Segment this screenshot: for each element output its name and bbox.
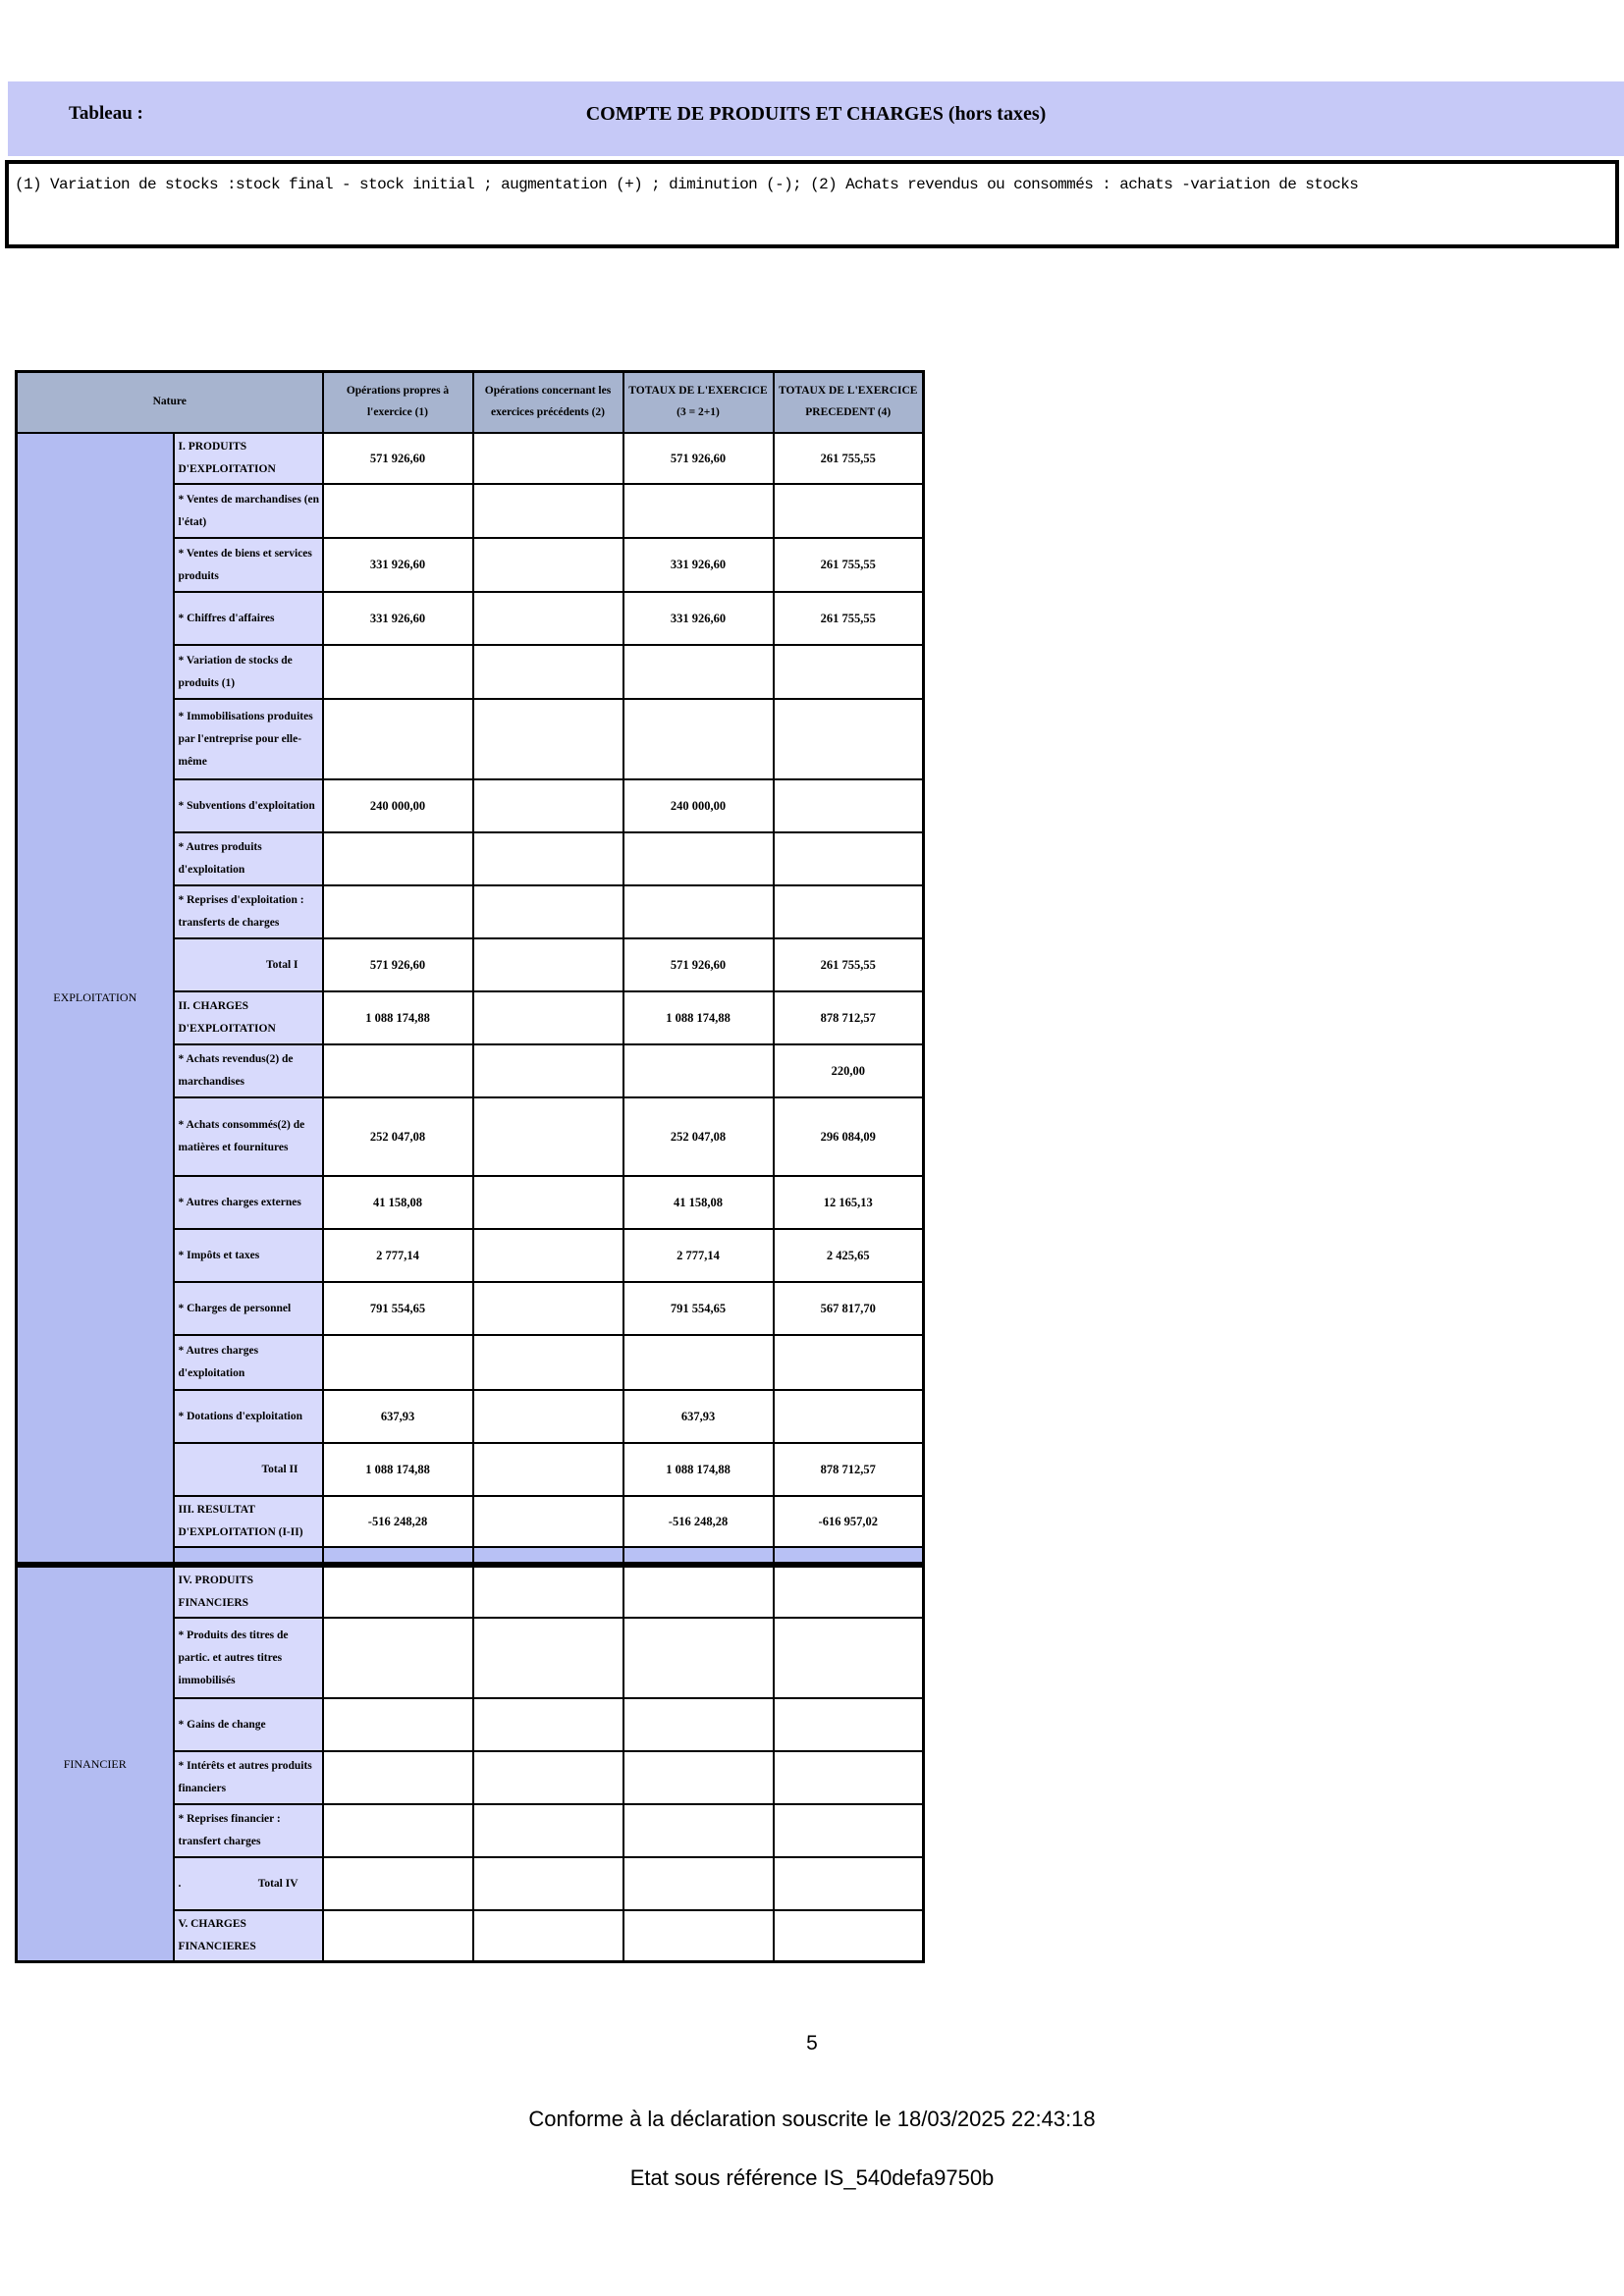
- cell-value: [473, 1176, 623, 1229]
- section-category: EXPLOITATION: [17, 433, 174, 1565]
- cell-value: 2 777,14: [623, 1229, 774, 1282]
- row-label: V. CHARGES FINANCIERES: [174, 1910, 323, 1962]
- table-container: [15, 370, 925, 1963]
- cell-value: [623, 484, 774, 538]
- cell-value: 1 088 174,88: [323, 1443, 473, 1496]
- row-label: I. PRODUITS D'EXPLOITATION: [174, 433, 323, 484]
- cell-value: [323, 1547, 473, 1565]
- cell-value: [323, 645, 473, 699]
- cell-value: [323, 1804, 473, 1857]
- cell-value: [473, 1618, 623, 1698]
- cell-value: [323, 1335, 473, 1390]
- table-row: [17, 433, 924, 484]
- cell-value: 331 926,60: [623, 592, 774, 645]
- cell-value: [473, 1443, 623, 1496]
- cell-value: 791 554,65: [623, 1282, 774, 1335]
- cell-value: [774, 1857, 924, 1910]
- cell-value: [473, 1910, 623, 1962]
- cell-value: [623, 1044, 774, 1097]
- cell-value: [473, 1565, 623, 1618]
- cell-value: [473, 1547, 623, 1565]
- cell-value: [323, 1857, 473, 1910]
- cell-value: 261 755,55: [774, 538, 924, 592]
- cell-value: [323, 1751, 473, 1804]
- cell-value: 240 000,00: [323, 779, 473, 832]
- cell-value: [623, 1547, 774, 1565]
- cell-value: 331 926,60: [323, 592, 473, 645]
- cell-value: [323, 1565, 473, 1618]
- cell-value: [323, 1044, 473, 1097]
- cell-value: 571 926,60: [623, 938, 774, 991]
- table-row: [17, 1565, 924, 1618]
- row-label: * Gains de change: [174, 1698, 323, 1751]
- cell-value: 571 926,60: [323, 938, 473, 991]
- cell-value: 878 712,57: [774, 991, 924, 1044]
- column-header: Opérations concernant les exercices précédents (2): [473, 372, 623, 434]
- row-label: * Autres charges d'exploitation: [174, 1335, 323, 1390]
- row-label: * Autres produits d'exploitation: [174, 832, 323, 885]
- cell-value: 220,00: [774, 1044, 924, 1097]
- cpc-table-body: [17, 372, 924, 1962]
- row-label: * Produits des titres de partic. et autres titres immobilisés: [174, 1618, 323, 1698]
- cell-value: [774, 832, 924, 885]
- cell-value: 878 712,57: [774, 1443, 924, 1496]
- row-label: [174, 1547, 323, 1565]
- column-header: Nature: [17, 372, 323, 434]
- cell-value: 571 926,60: [323, 433, 473, 484]
- row-label: * Charges de personnel: [174, 1282, 323, 1335]
- footnote-text: (1) Variation de stocks :stock final - stock initial ; augmentation (+) ; diminution (-); (2) Achats revendus ou consommés : achats -variation de stocks: [15, 176, 1359, 193]
- cell-value: [774, 1804, 924, 1857]
- column-header: TOTAUX DE L'EXERCICE PRECEDENT (4): [774, 372, 924, 434]
- row-label: * Variation de stocks de produits (1): [174, 645, 323, 699]
- cell-value: [623, 1804, 774, 1857]
- footnote-box: [5, 160, 1619, 248]
- cell-value: [473, 1698, 623, 1751]
- cell-value: [774, 779, 924, 832]
- cell-value: 2 425,65: [774, 1229, 924, 1282]
- cpc-table: [15, 370, 925, 1963]
- row-label-prefix: .: [178, 1877, 182, 1890]
- cell-value: 2 777,14: [323, 1229, 473, 1282]
- cell-value: [323, 1910, 473, 1962]
- cell-value: [774, 645, 924, 699]
- cell-value: [323, 1618, 473, 1698]
- cell-value: [473, 885, 623, 938]
- section-category: FINANCIER: [17, 1565, 174, 1962]
- cell-value: 571 926,60: [623, 433, 774, 484]
- row-label: II. CHARGES D'EXPLOITATION: [174, 991, 323, 1044]
- cell-value: 1 088 174,88: [623, 991, 774, 1044]
- row-label: * Intérêts et autres produits financiers: [174, 1751, 323, 1804]
- cell-value: -516 248,28: [323, 1496, 473, 1547]
- cell-value: 240 000,00: [623, 779, 774, 832]
- cell-value: 41 158,08: [323, 1176, 473, 1229]
- cell-value: [473, 1857, 623, 1910]
- cell-value: [473, 938, 623, 991]
- row-label: IV. PRODUITS FINANCIERS: [174, 1565, 323, 1618]
- cell-value: [623, 1751, 774, 1804]
- cell-value: [774, 1698, 924, 1751]
- cell-value: [473, 1751, 623, 1804]
- column-header: Opérations propres à l'exercice (1): [323, 372, 473, 434]
- row-label: * Subventions d'exploitation: [174, 779, 323, 832]
- cell-value: [473, 1282, 623, 1335]
- cell-value: 252 047,08: [623, 1097, 774, 1176]
- cell-value: [623, 1335, 774, 1390]
- cell-value: [623, 1698, 774, 1751]
- row-label: * Achats consommés(2) de matières et fournitures: [174, 1097, 323, 1176]
- page-number: 5: [806, 2032, 818, 2055]
- cell-value: [323, 885, 473, 938]
- cell-value: 331 926,60: [323, 538, 473, 592]
- cell-value: 12 165,13: [774, 1176, 924, 1229]
- cell-value: [623, 1910, 774, 1962]
- cell-value: [473, 1496, 623, 1547]
- tableau-label: Tableau :: [69, 103, 143, 124]
- cell-value: 41 158,08: [623, 1176, 774, 1229]
- row-label: * Ventes de biens et services produits: [174, 538, 323, 592]
- cell-value: [623, 832, 774, 885]
- cell-value: [473, 699, 623, 779]
- page-title: COMPTE DE PRODUITS ET CHARGES (hors taxes): [585, 103, 1047, 125]
- cell-value: [473, 433, 623, 484]
- conformity-statement: Conforme à la déclaration souscrite le 18/03/2025 22:43:18: [528, 2107, 1096, 2131]
- row-label: * Dotations d'exploitation: [174, 1390, 323, 1443]
- cell-value: [323, 832, 473, 885]
- row-label: * Achats revendus(2) de marchandises: [174, 1044, 323, 1097]
- cell-value: [623, 645, 774, 699]
- row-label: * Immobilisations produites par l'entreprise pour elle-même: [174, 699, 323, 779]
- cell-value: 637,93: [323, 1390, 473, 1443]
- row-label: * Impôts et taxes: [174, 1229, 323, 1282]
- cell-value: [774, 1547, 924, 1565]
- row-label: Total I: [174, 938, 323, 991]
- cell-value: [774, 1390, 924, 1443]
- cell-value: [774, 1335, 924, 1390]
- table-header-row: [17, 372, 924, 434]
- cell-value: 791 554,65: [323, 1282, 473, 1335]
- row-label: * Chiffres d'affaires: [174, 592, 323, 645]
- cell-value: 1 088 174,88: [623, 1443, 774, 1496]
- cell-value: -616 957,02: [774, 1496, 924, 1547]
- column-header: TOTAUX DE L'EXERCICE (3 = 2+1): [623, 372, 774, 434]
- cell-value: [774, 1751, 924, 1804]
- cell-value: -516 248,28: [623, 1496, 774, 1547]
- cell-value: [323, 1698, 473, 1751]
- cell-value: [473, 1097, 623, 1176]
- cell-value: [473, 1335, 623, 1390]
- cell-value: [623, 1857, 774, 1910]
- cell-value: [323, 699, 473, 779]
- cell-value: 261 755,55: [774, 938, 924, 991]
- cell-value: 637,93: [623, 1390, 774, 1443]
- title-banner: [8, 81, 1624, 156]
- cell-value: [473, 1044, 623, 1097]
- reference-statement: Etat sous référence IS_540defa9750b: [629, 2165, 995, 2190]
- row-label: * Autres charges externes: [174, 1176, 323, 1229]
- cell-value: 1 088 174,88: [323, 991, 473, 1044]
- row-label: * Ventes de marchandises (en l'état): [174, 484, 323, 538]
- cell-value: [623, 1618, 774, 1698]
- cell-value: [473, 538, 623, 592]
- cell-value: [473, 1804, 623, 1857]
- cell-value: 331 926,60: [623, 538, 774, 592]
- row-label: . Total IV: [174, 1857, 323, 1910]
- row-label: * Reprises d'exploitation : transferts de charges: [174, 885, 323, 938]
- row-label: III. RESULTAT D'EXPLOITATION (I-II): [174, 1496, 323, 1547]
- cell-value: [473, 832, 623, 885]
- cell-value: [473, 1229, 623, 1282]
- cell-value: 261 755,55: [774, 433, 924, 484]
- row-label: Total II: [174, 1443, 323, 1496]
- cell-value: [623, 1565, 774, 1618]
- cell-value: [623, 699, 774, 779]
- cell-value: [473, 592, 623, 645]
- cell-value: [774, 484, 924, 538]
- cell-value: [473, 645, 623, 699]
- cell-value: [473, 484, 623, 538]
- cell-value: [774, 1618, 924, 1698]
- cell-value: 252 047,08: [323, 1097, 473, 1176]
- cell-value: [473, 991, 623, 1044]
- cell-value: 261 755,55: [774, 592, 924, 645]
- cell-value: 296 084,09: [774, 1097, 924, 1176]
- row-label: * Reprises financier : transfert charges: [174, 1804, 323, 1857]
- cell-value: [473, 779, 623, 832]
- cell-value: [323, 484, 473, 538]
- cell-value: [473, 1390, 623, 1443]
- cell-value: [774, 885, 924, 938]
- cell-value: [774, 1565, 924, 1618]
- cell-value: [774, 699, 924, 779]
- cell-value: [774, 1910, 924, 1962]
- cell-value: [623, 885, 774, 938]
- cell-value: 567 817,70: [774, 1282, 924, 1335]
